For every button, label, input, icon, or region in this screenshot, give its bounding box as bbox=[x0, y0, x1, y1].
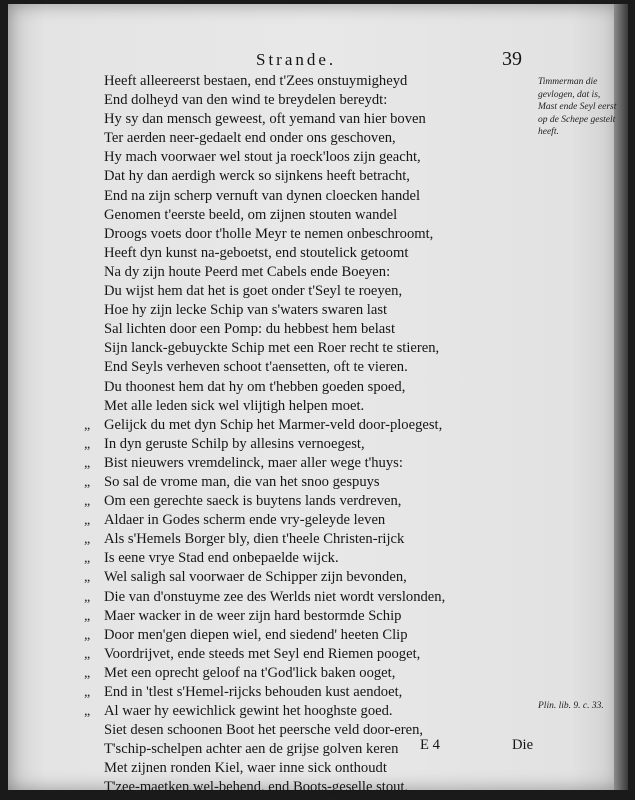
catchword: Die bbox=[512, 737, 534, 753]
poem-line-text: Droogs voets door t'holle Meyr te nemen onbeschroomt, bbox=[104, 225, 434, 242]
poem-line-text: Voordrijvet, ende steeds met Seyl end Riemen pooget, bbox=[104, 645, 421, 662]
quotation-mark: „ bbox=[84, 494, 91, 510]
poem-line-text: Hy sy dan mensch geweest, oft yemand van hier boven bbox=[104, 111, 426, 128]
poem-line-text: Om een gerechte saeck is buytens lands verdreven, bbox=[104, 493, 402, 510]
poem-line bbox=[84, 492, 524, 511]
poem-line-text: Dat hy dan aerdigh werck so sijnkens heeft betracht, bbox=[104, 168, 410, 185]
page-number: 39 bbox=[502, 48, 522, 70]
poem-line-text: Du wijst hem dat het is goet onder t'Seyl te roeyen, bbox=[104, 283, 403, 300]
poem-line-text: Door men'gen diepen wiel, end siedend' heeten Clip bbox=[104, 626, 408, 643]
poem-line-text: Hy mach voorwaer wel stout ja roeck'loos zijn geacht, bbox=[104, 149, 421, 166]
poem-line-text: Hoe hy zijn lecke Schip van s'waters swaren last bbox=[104, 302, 388, 319]
poem-line-text: Sijn lanck-gebuyckte Schip met een Roer recht te stieren, bbox=[104, 340, 440, 357]
poem-line-text: Siet desen schoonen Boot het peersche veld door-eren, bbox=[104, 722, 424, 739]
quotation-mark: „ bbox=[84, 646, 91, 662]
poem-line-text: Ter aerden neer-gedaelt end onder ons geschoven, bbox=[104, 130, 396, 147]
poem-line bbox=[84, 702, 524, 721]
poem-line bbox=[104, 148, 524, 167]
poem-line-text: T'schip-schelpen achter aen de grijse golven keren bbox=[104, 741, 399, 758]
poem-line bbox=[104, 129, 524, 148]
quotation-mark: „ bbox=[84, 570, 91, 586]
poem-line bbox=[104, 320, 524, 339]
poem-line bbox=[84, 664, 524, 683]
poem-line bbox=[104, 397, 524, 416]
poem-line bbox=[84, 588, 524, 607]
poem-line bbox=[104, 759, 524, 778]
poem-line bbox=[104, 225, 524, 244]
poem-line bbox=[104, 778, 524, 797]
poem-line bbox=[84, 549, 524, 568]
poem-line-text: Is eene vrye Stad end onbepaelde wijck. bbox=[104, 550, 339, 567]
quotation-mark: „ bbox=[84, 589, 91, 605]
poem-line bbox=[84, 568, 524, 587]
poem-line-text: Du thoonest hem dat hy om t'hebben goeden spoed, bbox=[104, 378, 406, 395]
poem-line bbox=[104, 187, 524, 206]
poem-line-text: Met een oprecht geloof na t'God'lick baken ooget, bbox=[104, 664, 396, 681]
poem-line-text: End in 'tlest s'Hemel-rijcks behouden kust aendoet, bbox=[104, 684, 403, 700]
quotation-mark: „ bbox=[84, 685, 91, 700]
poem-line-text: End dolheyd van den wind te breydelen bereydt: bbox=[104, 92, 388, 109]
poem-line-text: Als s'Hemels Borger bly, dien t'heele Christen-rijck bbox=[104, 531, 405, 548]
poem-line-text: Maer wacker in de weer zijn hard bestormde Schip bbox=[104, 607, 402, 624]
quotation-mark: „ bbox=[84, 474, 91, 490]
poem-line bbox=[104, 358, 524, 377]
quotation-mark: „ bbox=[84, 532, 91, 548]
poem-line bbox=[104, 740, 524, 759]
poem-line-text: End Seyls verheven schoot t'aensetten, oft te vieren. bbox=[104, 359, 408, 376]
poem-line-text: Gelijck du met dyn Schip het Marmer-veld door-ploegest, bbox=[104, 416, 443, 433]
poem-line bbox=[104, 378, 524, 397]
poem-line bbox=[84, 530, 524, 549]
poem-line-text: Bist nieuwers vremdelinck, maer aller wege t'huys: bbox=[104, 454, 403, 471]
poem-line bbox=[104, 72, 524, 91]
poem-line bbox=[104, 206, 524, 225]
poem-line bbox=[84, 454, 524, 473]
poem-line bbox=[104, 244, 524, 263]
quotation-mark: „ bbox=[84, 704, 91, 720]
poem-line-text: Heeft dyn kunst na-geboetst, end stoutelick getoomt bbox=[104, 244, 409, 261]
book-page bbox=[8, 4, 620, 796]
poem-line-text: Met zijnen ronden Kiel, waer inne sick onthoudt bbox=[104, 760, 387, 777]
poem-line-text: Sal lichten door een Pomp: du hebbest hem belast bbox=[104, 321, 396, 338]
poem-line bbox=[104, 721, 524, 740]
quotation-mark: „ bbox=[84, 417, 91, 433]
poem-line bbox=[84, 416, 524, 435]
poem-line-text: So sal de vrome man, die van het snoo gespuys bbox=[104, 473, 380, 490]
poem-line bbox=[84, 511, 524, 530]
poem-line bbox=[104, 110, 524, 129]
poem-line-text: In dyn geruste Schilp by allesins vernoegest, bbox=[104, 435, 365, 452]
quotation-mark: „ bbox=[84, 551, 91, 567]
quotation-mark: „ bbox=[84, 608, 91, 624]
poem-line-text: Na dy zijn houte Peerd met Cabels ende Boeyen: bbox=[104, 263, 391, 280]
margin-note-timmerman: Timmerman die gevlogen, dat is, Mast ende Seyl eerst op de Schepe gestelt heeft. bbox=[538, 77, 617, 137]
quotation-mark: „ bbox=[84, 513, 91, 529]
poem-line bbox=[104, 282, 524, 301]
poem-line-text: End na zijn scherp vernuft van dynen cloecken handel bbox=[104, 187, 421, 204]
signature-mark: E 4 bbox=[420, 737, 440, 753]
poem-line-text: Die van d'onstuyme zee des Werlds niet wordt verslonden, bbox=[104, 588, 446, 605]
poem-line bbox=[84, 435, 524, 454]
poem-line bbox=[104, 339, 524, 358]
poem-line bbox=[104, 263, 524, 282]
poem-line bbox=[84, 473, 524, 492]
poem-line bbox=[104, 91, 524, 110]
quotation-mark: „ bbox=[84, 436, 91, 452]
margin-note-plinius: Plin. lib. 9. c. 33. bbox=[538, 701, 604, 711]
running-head: Strande. bbox=[256, 50, 337, 69]
poem-line bbox=[104, 301, 524, 320]
quotation-mark: „ bbox=[84, 665, 91, 681]
poem-line-text: Heeft alleereerst bestaen, end t'Zees onstuymigheyd bbox=[104, 73, 408, 89]
poem-line bbox=[84, 683, 524, 702]
poem-line-text: Al waer hy eewichlick gewint het hooghste goed. bbox=[104, 703, 393, 720]
poem-line bbox=[104, 167, 524, 186]
poem-line-text: Genomen t'eerste beeld, om zijnen stouten wandel bbox=[104, 206, 398, 223]
quotation-mark: „ bbox=[84, 455, 91, 471]
poem-line-text: Wel saligh sal voorwaer de Schipper zijn bevonden, bbox=[104, 569, 407, 586]
quotation-mark: „ bbox=[84, 627, 91, 643]
poem-line bbox=[84, 645, 524, 664]
poem-line-text: T'zee-maetken wel-behend, end Boots-geselle stout, bbox=[104, 779, 409, 796]
poem-line-text: Met alle leden sick wel vlijtigh helpen moet. bbox=[104, 397, 365, 414]
poem-line bbox=[84, 626, 524, 645]
poem-text-block bbox=[84, 72, 524, 798]
poem-line-text: Aldaer in Godes scherm ende vry-geleyde leven bbox=[104, 512, 386, 529]
poem-line bbox=[84, 607, 524, 626]
